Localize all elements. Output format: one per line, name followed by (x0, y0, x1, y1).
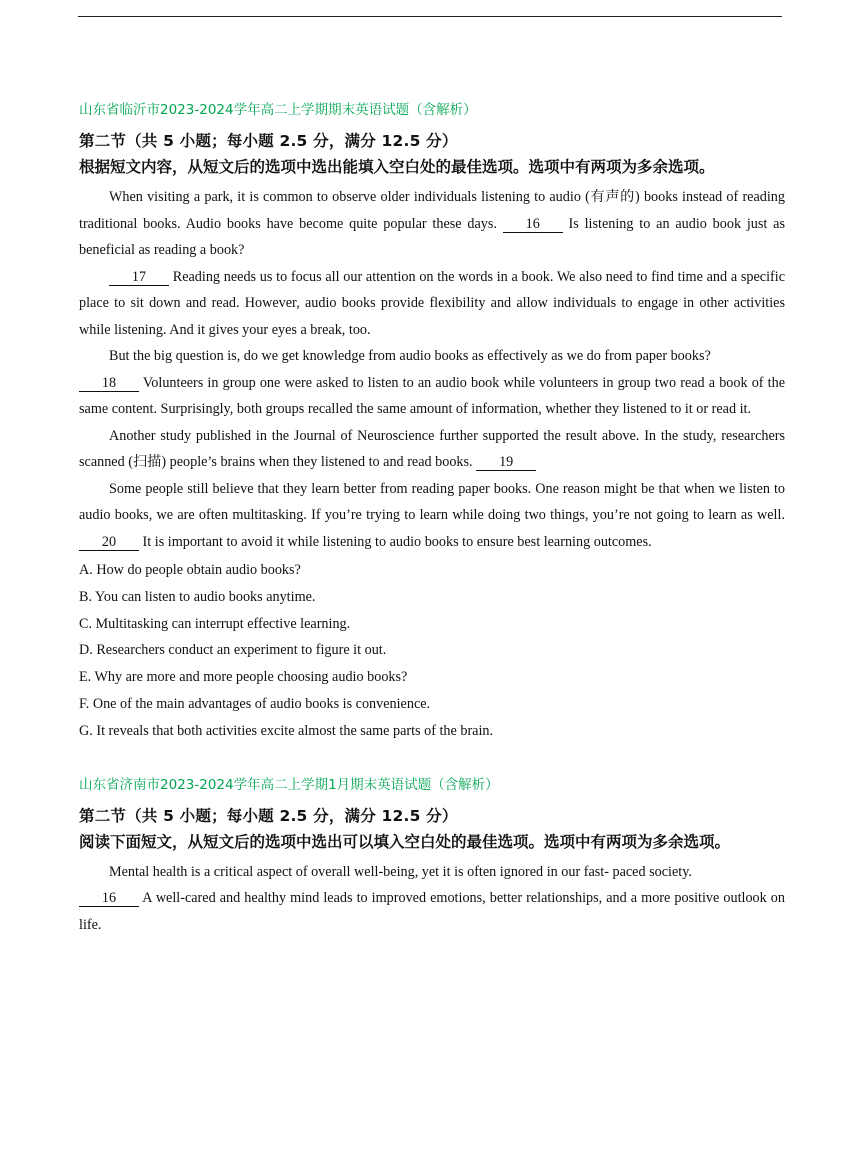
section-linyi (79, 100, 785, 745)
passage (79, 859, 785, 939)
options-list (79, 557, 785, 745)
paragraph-text: But the big question is, do we get knowledge from audio books as effectively as we do from paper books? (109, 348, 711, 364)
source-title: 山东省济南市2023-2024学年高二上学期1月期末英语试题（含解析） (79, 776, 499, 793)
paragraph-text: When visiting a park, it is common to observe older individuals listening to audio (有声的) books instead of reading traditional books. Audio books have become quite popular these days. (79, 189, 785, 232)
option-b: B. You can listen to audio books anytime. (79, 588, 316, 605)
paragraph (79, 476, 785, 556)
option-e: E. Why are more and more people choosing audio books? (79, 669, 408, 686)
blank-17: 17 (109, 269, 169, 286)
blank-18: 18 (79, 375, 139, 392)
paragraph-text: Mental health is a critical aspect of overall well-being, yet it is often ignored in our fast- paced society. (109, 863, 692, 880)
passage (79, 184, 785, 555)
paragraph (79, 343, 785, 370)
blank-16: 16 (503, 216, 563, 233)
source-title: 山东省临沂市2023-2024学年高二上学期期末英语试题（含解析） (79, 102, 477, 118)
option-g: G. It reveals that both activities excite almost the same parts of the brain. (79, 722, 494, 739)
instruction: 阅读下面短文，从短文后的选项中选出可以填入空白处的最佳选项。选项中有两项为多余选项。 (79, 832, 731, 851)
paragraph (79, 370, 785, 423)
paragraph (79, 859, 785, 886)
paragraph (79, 423, 785, 476)
paragraph-text: It is important to avoid it while listening to audio books to ensure best learning outcomes. (139, 533, 652, 550)
paragraph-text: A well-cared and healthy mind leads to improved emotions, better relationships, and a more positive outlook on life. (79, 890, 785, 933)
blank-16: 16 (79, 890, 139, 907)
blank-20: 20 (79, 534, 139, 551)
option-f: F. One of the main advantages of audio books is convenience. (79, 695, 431, 712)
header-rule (78, 16, 782, 17)
paragraph-text: Is listening to an audio book just as beneficial as reading a book? (79, 215, 785, 258)
section-heading: 第二节（共 5 小题；每小题 2.5 分，满分 12.5 分） (79, 806, 458, 825)
option-d: D. Researchers conduct an experiment to figure it out. (79, 642, 387, 659)
paragraph-text: Another study published in the Journal of Neuroscience further supported the result above. In the study, researchers scanned (扫描) people’s brains when they listened to and read books. (79, 427, 785, 470)
document-body (79, 100, 785, 938)
instruction: 根据短文内容，从短文后的选项中选出能填入空白处的最佳选项。选项中有两项为多余选项。 (79, 158, 715, 176)
option-c: C. Multitasking can interrupt effective learning. (79, 615, 351, 632)
paragraph (79, 885, 785, 938)
paragraph-text: Reading needs us to focus all our attention on the words in a book. We also need to find time and a specific place to sit down and read. However, audio books provide flexibility and allow individuals to engage in other activities while listening. And it gives your eyes a break, too. (79, 268, 785, 338)
blank-19: 19 (476, 454, 536, 471)
paragraph-text: Volunteers in group one were asked to listen to an audio book while volunteers in group two read a book of the same content. Surprisingly, both groups recalled the same amount of information, whether they listened to it or read it. (79, 374, 785, 417)
paragraph (79, 184, 785, 264)
paragraph-text: Some people still believe that they learn better from reading paper books. One reason might be that when we listen to audio books, we are often multitasking. If you’re trying to learn while doing two things, you’re not going to learn as well. (79, 480, 785, 523)
section-heading: 第二节（共 5 小题；每小题 2.5 分，满分 12.5 分） (79, 132, 458, 150)
section-jinan (79, 775, 785, 939)
paragraph (79, 264, 785, 344)
option-a: A. How do people obtain audio books? (79, 562, 301, 578)
